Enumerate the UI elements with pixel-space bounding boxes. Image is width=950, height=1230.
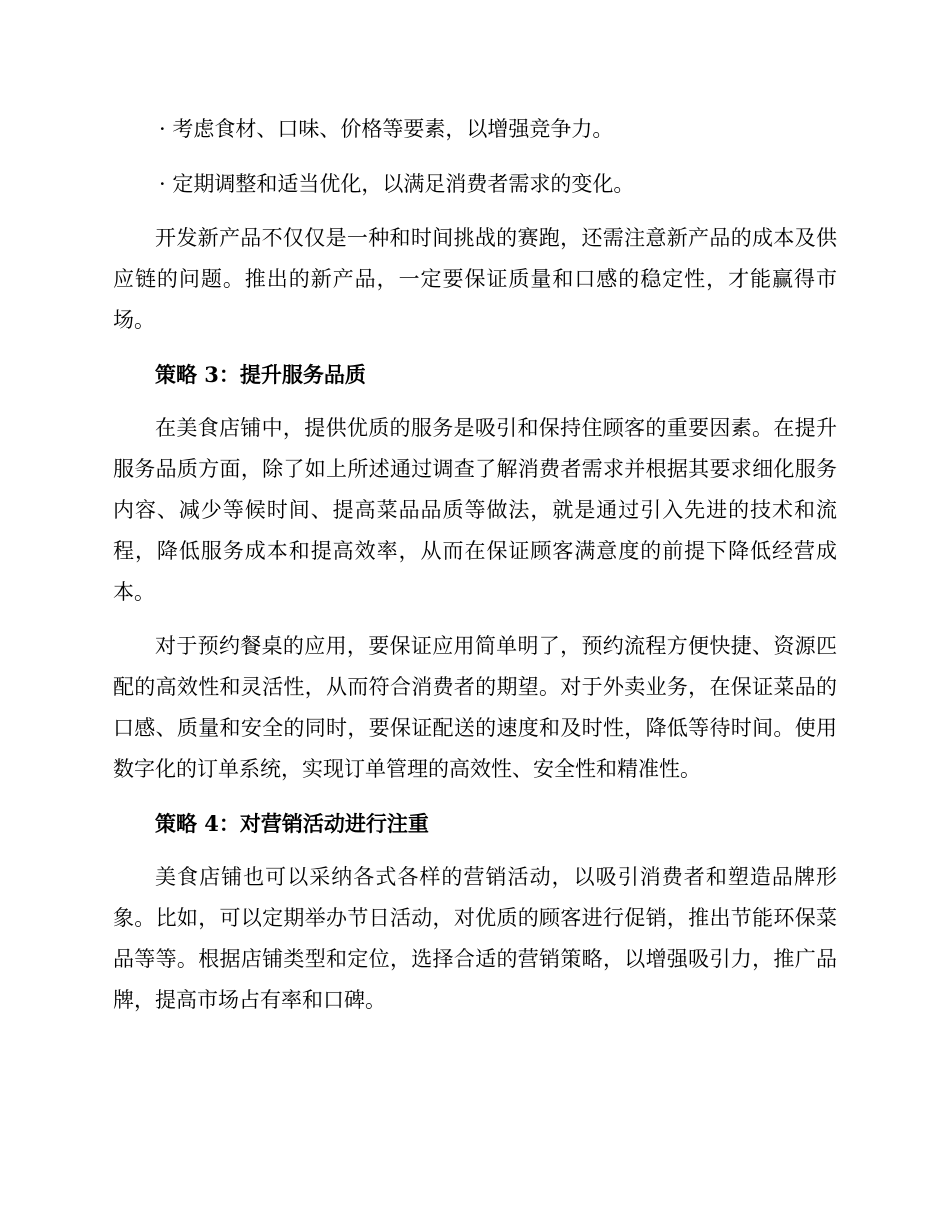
bullet-item: · 考虑食材、口味、价格等要素，以增强竞争力。 [159,117,614,141]
body-paragraph: 美食店铺也可以采纳各式各样的营销活动，以吸引消费者和塑造品牌形象。比如，可以定期举办节日活动，对优质的顾客进行促销，推出节能环保菜品等等。根据店铺类型和定位，选择合适的营销策略，以增强吸引力，推广品牌，提高市场占有率和口碑。 [113,865,837,1012]
body-paragraph: 在美食店铺中，提供优质的服务是吸引和保持住顾客的重要因素。在提升服务品质方面，除了如上所述通过调查了解消费者需求并根据其要求细化服务内容、减少等候时间、提高菜品品质等做法，就是通过引入先进的技术和流程，降低服务成本和提高效率，从而在保证顾客满意度的前提下降低经营成本。 [113,416,837,604]
bullet-item: · 定期调整和适当优化，以满足消费者需求的变化。 [159,172,635,196]
section-heading: 策略 4：对营销活动进行注重 [155,811,429,836]
document-body [113,108,837,1034]
section-heading: 策略 3：提升服务品质 [155,362,366,387]
body-paragraph: 开发新产品不仅仅是一种和时间挑战的赛跑，还需注意新产品的成本及供应链的问题。推出的新产品，一定要保证质量和口感的稳定性，才能赢得市场。 [113,226,837,332]
body-paragraph: 对于预约餐桌的应用，要保证应用简单明了，预约流程方便快捷、资源匹配的高效性和灵活性，从而符合消费者的期望。对于外卖业务，在保证菜品的口感、质量和安全的同时，要保证配送的速度和及时性，降低等待时间。使用数字化的订单系统，实现订单管理的高效性、安全性和精准性。 [113,634,837,781]
